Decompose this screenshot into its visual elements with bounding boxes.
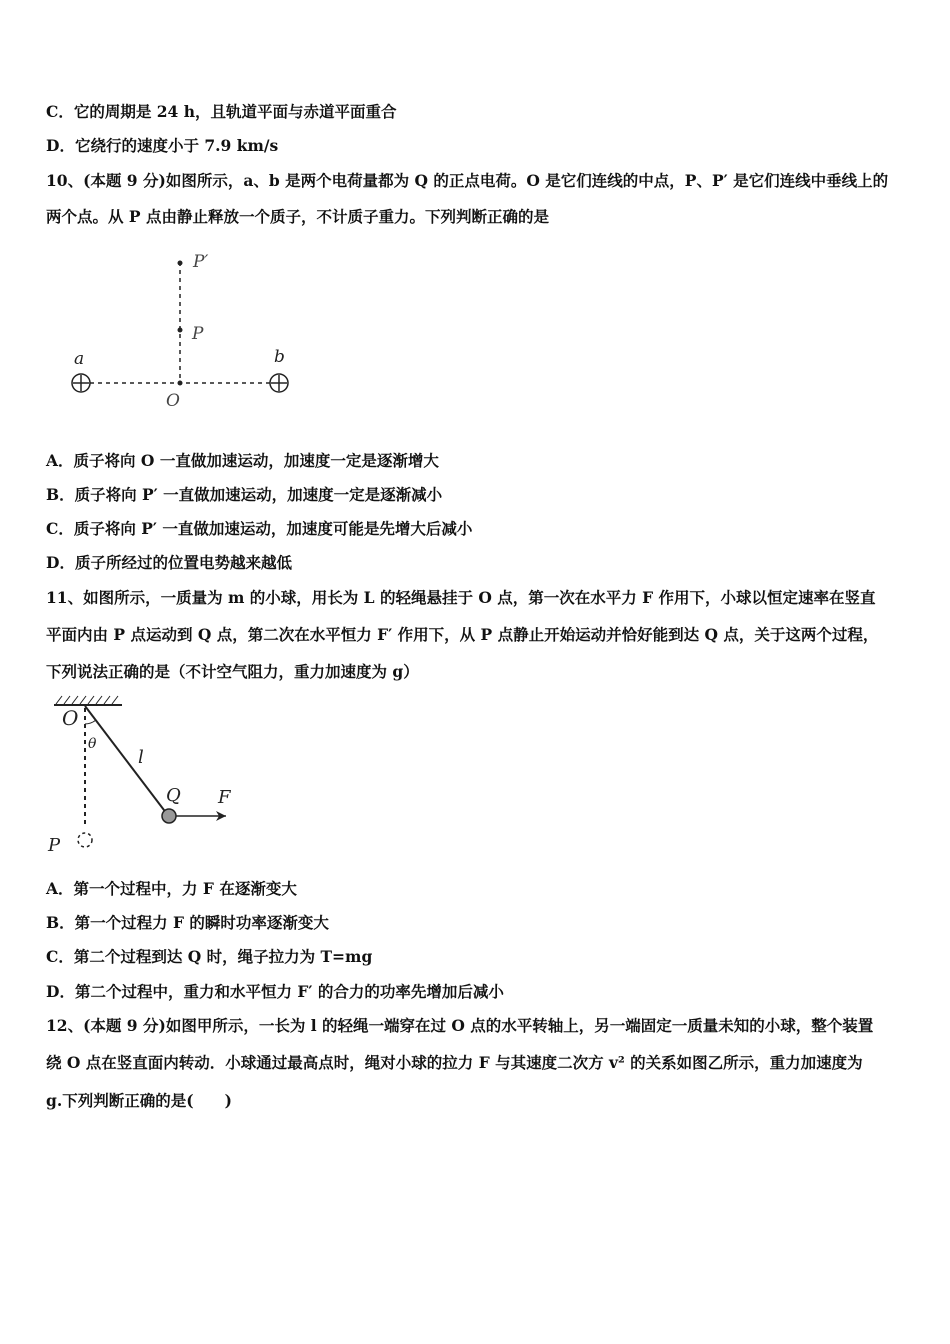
q10-label-p: P <box>192 324 204 344</box>
q10-option-a: A．质子将向 O 一直做加速运动，加速度一定是逐渐增大 <box>46 451 439 470</box>
q9-option-d: D．它绕行的速度小于 7.9 km/s <box>46 136 279 155</box>
q10-stem-line2: 两个点。从 P 点由静止释放一个质子，不计质子重力。下列判断正确的是 <box>46 207 549 226</box>
q11-label-q: Q <box>166 785 181 806</box>
q10-stem-line1: 10、(本题 9 分)如图所示，a、b 是两个电荷量都为 Q 的正点电荷。O 是它们连线的中点，P、P′ 是它们连线中垂线上的 <box>46 171 889 190</box>
q10-label-b: b <box>274 347 285 367</box>
q11-label-o: O <box>62 706 79 730</box>
q11-label-l: l <box>138 747 144 768</box>
q9-option-c: C．它的周期是 24 h，且轨道平面与赤道平面重合 <box>46 102 397 121</box>
q10-charge-b <box>270 374 288 392</box>
q10-option-b: B．质子将向 P′ 一直做加速运动，加速度一定是逐渐减小 <box>46 485 443 504</box>
q11-stem-line2: 平面内由 P 点运动到 Q 点，第二次在水平恒力 F′ 作用下，从 P 点静止开始运动并恰好能到达 Q 点，关于这两个过程， <box>46 625 879 644</box>
q11-label-theta: θ <box>88 736 97 752</box>
q11-label-f: F <box>218 787 231 808</box>
q11-option-d: D．第二个过程中，重力和水平恒力 F′ 的合力的功率先增加后减小 <box>46 982 504 1001</box>
q10-point-p <box>178 328 183 333</box>
q10-label-p-prime: P′ <box>193 252 209 272</box>
q11-option-a: A．第一个过程中，力 F 在逐渐变大 <box>46 879 297 898</box>
q10-figure <box>60 240 320 420</box>
q11-ceiling-hatch <box>56 696 118 704</box>
q10-label-a: a <box>74 349 85 369</box>
q11-angle-arc <box>85 720 96 724</box>
q10-point-p-prime <box>178 261 183 266</box>
q12-stem-line3: g.下列判断正确的是( ) <box>46 1091 232 1110</box>
q11-figure <box>40 690 260 865</box>
q10-charge-a <box>72 374 90 392</box>
q11-ball-q <box>162 809 176 823</box>
q11-stem-line3: 下列说法正确的是（不计空气阻力，重力加速度为 g） <box>46 662 419 681</box>
q10-option-d: D．质子所经过的位置电势越来越低 <box>46 553 292 572</box>
q12-stem-line2: 绕 O 点在竖直面内转动．小球通过最高点时，绳对小球的拉力 F 与其速度二次方 v² 的关系如图乙所示，重力加速度为 <box>46 1053 863 1072</box>
q11-ball-p <box>78 833 92 847</box>
q11-option-c: C．第二个过程到达 Q 时，绳子拉力为 T=mg <box>46 947 373 966</box>
q11-string <box>85 706 167 814</box>
q10-point-o <box>178 381 183 386</box>
q11-option-b: B．第一个过程力 F 的瞬时功率逐渐变大 <box>46 913 329 932</box>
q11-label-p: P <box>48 835 61 856</box>
q10-label-o: O <box>166 391 180 411</box>
q10-option-c: C．质子将向 P′ 一直做加速运动，加速度可能是先增大后减小 <box>46 519 473 538</box>
q12-stem-line1: 12、(本题 9 分)如图甲所示，一长为 l 的轻绳一端穿在过 O 点的水平转轴上，另一端固定一质量未知的小球，整个装置 <box>46 1016 874 1035</box>
q11-stem-line1: 11、如图所示，一质量为 m 的小球，用长为 L 的轻绳悬挂于 O 点，第一次在水平力 F 作用下，小球以恒定速率在竖直 <box>46 588 876 607</box>
